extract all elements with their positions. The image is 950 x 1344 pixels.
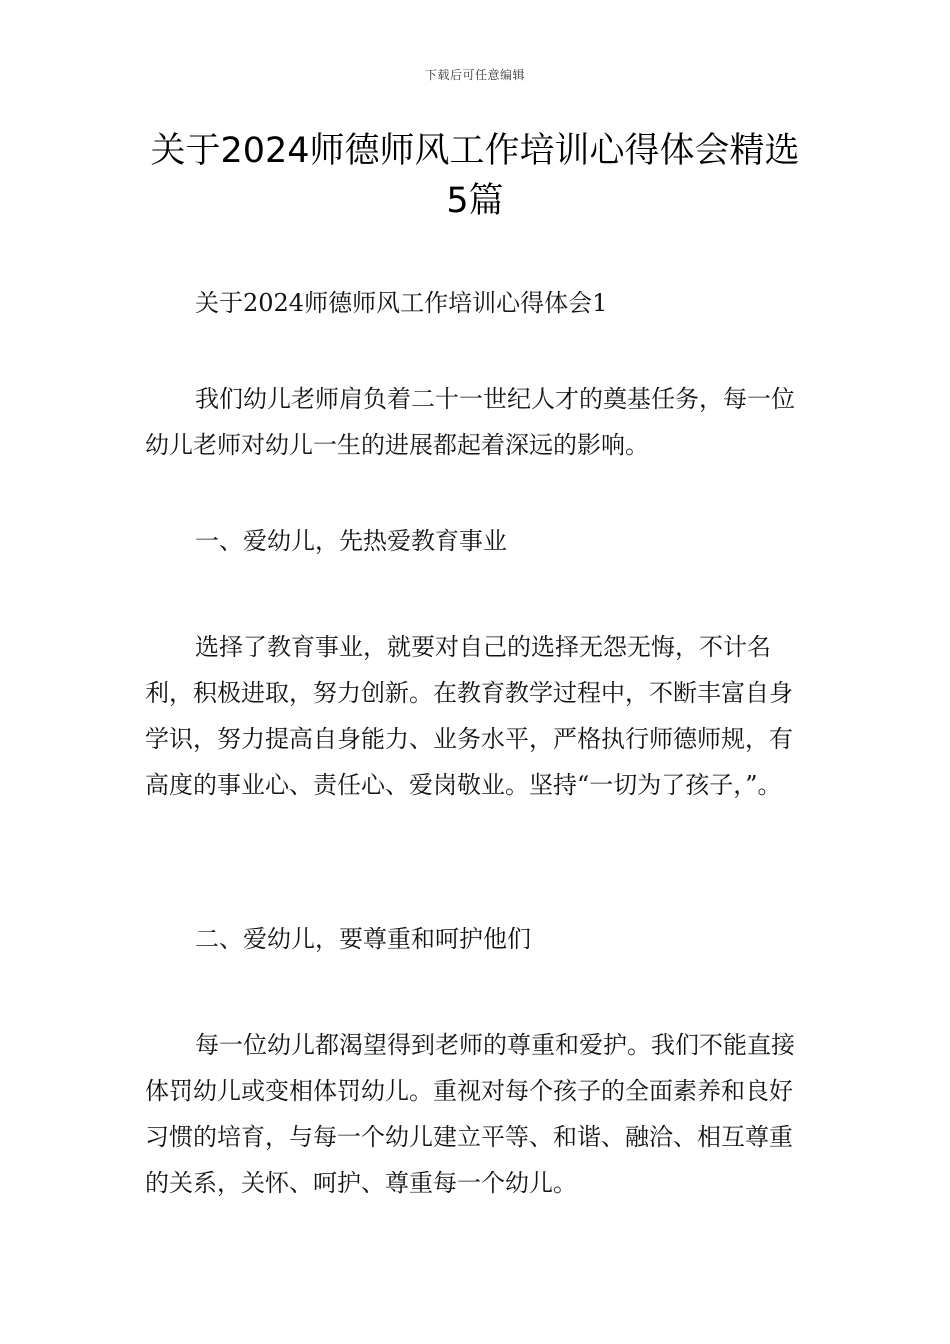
subheading: 一、爱幼儿，先热爱教育事业 — [195, 527, 507, 555]
paragraph: 每一位幼儿都渴望得到老师的尊重和爱护。我们不能直接体罚幼儿或变相体罚幼儿。重视对每个孩子的全面素养和良好习惯的培育，与每一个幼儿建立平等、和谐、融洽、相互尊重的关系，关怀、呵护、尊重每一个幼儿。 — [145, 1031, 795, 1197]
paragraph: 选择了教育事业，就要对自己的选择无怨无悔，不计名利，积极进取，努力创新。在教育教学过程中，不断丰富自身学识，努力提高自身能力、业务水平，严格执行师德师规，有高度的事业心、责任心、爱岗敬业。坚持“一切为了孩子，”。 — [145, 633, 793, 799]
header-note: 下载后可任意编辑 — [424, 68, 525, 82]
document-title: 关于2024师德师风工作培训心得体会精选5篇 — [150, 131, 800, 221]
paragraph: 我们幼儿老师肩负着二十一世纪人才的奠基任务，每一位幼儿老师对幼儿一生的进展都起着深远的影响。 — [145, 385, 795, 459]
subheading: 二、爱幼儿，要尊重和呵护他们 — [195, 925, 531, 953]
section-heading: 关于2024师德师风工作培训心得体会1 — [195, 289, 608, 317]
